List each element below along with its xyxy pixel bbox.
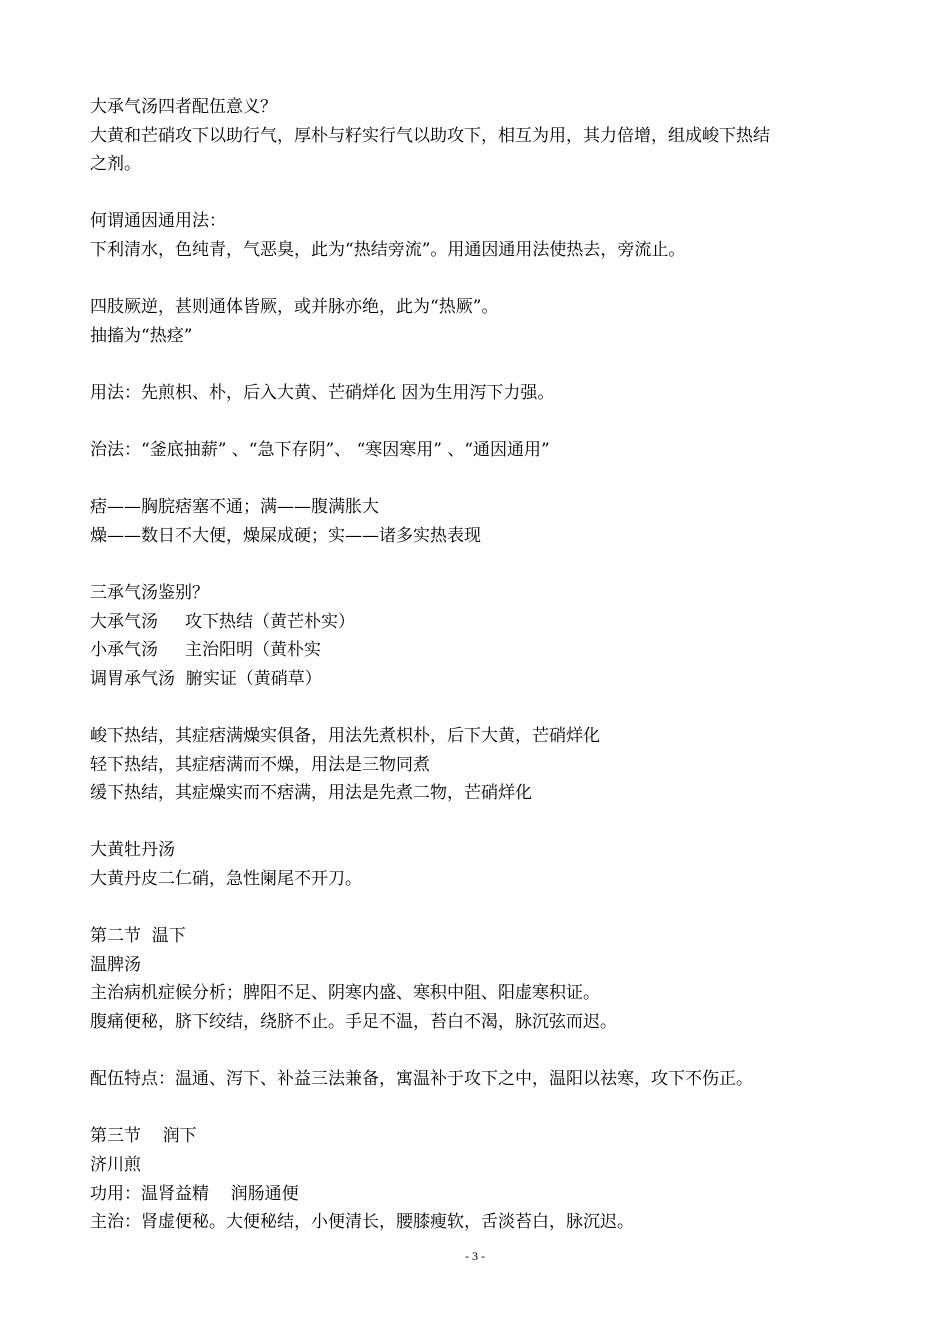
text-line: 大黄和芒硝攻下以助行气，厚朴与籽实行气以助攻下，相互为用，其力倍增，组成峻下热结 [90, 125, 770, 146]
question-heading: 何谓通因通用法： [90, 211, 226, 232]
blank-line [90, 1094, 880, 1123]
blank-line [90, 551, 880, 580]
text-line: 峻下热结，其症痞满燥实俱备，用法先煮枳朴，后下大黄，芒硝烊化 [90, 726, 600, 747]
text-line: 小承气汤 主治阳明（黄朴实 [90, 640, 322, 661]
blank-line [90, 350, 880, 379]
text-line: 配伍特点：温通、泻下、补益三法兼备，寓温补于攻下之中，温阳以祛寒，攻下不伤正。 [90, 1069, 753, 1090]
text-line: 用法：先煎枳、朴，后入大黄、芒硝烊化 因为生用泻下力强。 [90, 382, 555, 403]
text-line: 主治：肾虚便秘。大便秘结，小便清长，腰膝瘦软，舌淡苔白，脉沉迟。 [90, 1212, 634, 1233]
blank-line [90, 894, 880, 923]
text-line: 主治病机症候分析；脾阳不足、阴寒内盛、寒积中阻、阳虚寒积证。 [90, 983, 600, 1004]
text-line: 大承气汤 攻下热结（黄芒朴实） [90, 611, 356, 632]
text-line: 四肢厥逆，甚则通体皆厥，或并脉亦绝，此为“热厥”。 [90, 297, 499, 318]
blank-line [90, 265, 880, 294]
blank-line [90, 408, 880, 437]
text-line: 抽搐为“热痉” [90, 325, 193, 346]
blank-line [90, 693, 880, 722]
formula-name: 大黄牡丹汤 [90, 840, 175, 861]
page-content [90, 93, 880, 1237]
section-heading: 第二节 温下 [90, 926, 186, 947]
text-line: 燥——数日不大便，燥屎成硬；实——诸多实热表现 [90, 525, 481, 546]
text-line: 下利清水，色纯青，气恶臭，此为“热结旁流”。用通因通用法使热去，旁流止。 [90, 239, 686, 260]
text-line: 大黄丹皮二仁硝，急性阑尾不开刀。 [90, 869, 362, 890]
formula-name: 济川煎 [90, 1154, 141, 1175]
question-heading: 三承气汤鉴别？ [90, 583, 209, 604]
text-line: 调胃承气汤 腑实证（黄硝草） [90, 668, 322, 689]
blank-line [90, 808, 880, 837]
text-line: 腹痛便秘，脐下绞结，绕脐不止。手足不温，苔白不渴，脉沉弦而迟。 [90, 1012, 617, 1032]
blank-line [90, 179, 880, 208]
text-line: 之剂。 [90, 154, 141, 175]
text-line: 缓下热结，其症燥实而不痞满，用法是先煮二物，芒硝烊化 [90, 783, 532, 804]
blank-line [90, 1037, 880, 1066]
text-line: 轻下热结，其症痞满而不燥，用法是三物同煮 [90, 754, 430, 775]
question-heading: 大承气汤四者配伍意义？ [90, 97, 277, 117]
blank-line [90, 465, 880, 494]
text-line: 功用：温肾益精 润肠通便 [90, 1183, 299, 1204]
text-line: 痞——胸脘痞塞不通；满——腹满胀大 [90, 497, 379, 518]
section-heading: 第三节 润下 [90, 1126, 197, 1147]
formula-name: 温脾汤 [90, 954, 141, 975]
page-number: - 3 - [465, 1249, 485, 1263]
text-line: 治法：“釜底抽薪” 、“急下存阴”、 “寒因寒用” 、“通因通用” [90, 440, 550, 461]
